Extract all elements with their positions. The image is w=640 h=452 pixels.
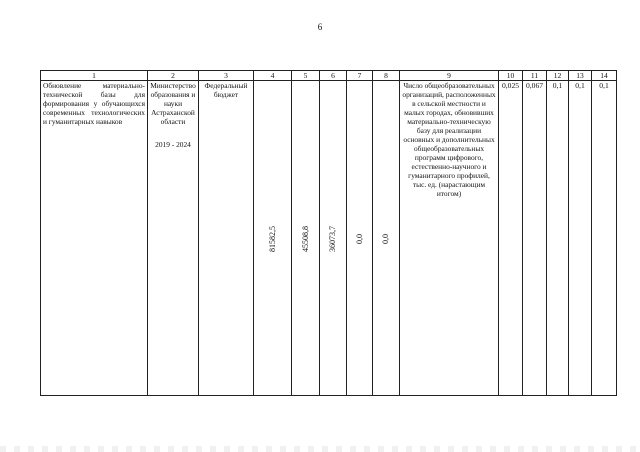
col14-cell: 0,1 xyxy=(592,81,617,396)
activity-name-cell: Обновление материально-технической базы для формирования у обучающихся современных технологических и гуманитарных навыков xyxy=(41,81,148,396)
table-row xyxy=(41,81,617,396)
header-cell-5: 5 xyxy=(292,71,320,81)
scan-artifact xyxy=(0,446,640,452)
header-cell-3: 3 xyxy=(199,71,254,81)
col6-cell xyxy=(320,81,347,396)
col5-cell xyxy=(292,81,320,396)
page-number: 6 xyxy=(317,22,323,32)
col12-cell: 0,1 xyxy=(547,81,569,396)
col6-value: 36073,7 xyxy=(328,226,338,252)
program-table xyxy=(40,70,617,396)
header-cell-2: 2 xyxy=(148,71,199,81)
header-cell-14: 14 xyxy=(592,71,617,81)
col13-cell: 0,1 xyxy=(569,81,592,396)
header-cell-11: 11 xyxy=(523,71,547,81)
col4-cell xyxy=(254,81,292,396)
header-cell-4: 4 xyxy=(254,71,292,81)
col11-cell: 0,067 xyxy=(523,81,547,396)
header-cell-12: 12 xyxy=(547,71,569,81)
col7-cell xyxy=(347,81,373,396)
col10-cell: 0,025 xyxy=(499,81,523,396)
header-cell-9: 9 xyxy=(400,71,499,81)
header-cell-10: 10 xyxy=(499,71,523,81)
col8-value: 0,0 xyxy=(381,234,391,244)
header-cell-1: 1 xyxy=(41,71,148,81)
funding-source-cell: Федеральный бюджет xyxy=(199,81,254,396)
header-row xyxy=(41,71,617,81)
col5-value: 45508,8 xyxy=(300,226,310,252)
header-cell-7: 7 xyxy=(347,71,373,81)
indicator-cell: Число общеобразовательных организаций, расположенных в сельской местности и малых городах, обновивших материально-техническую базу для реализации основных и дополнительных общеобразовательных программ цифрового, естественно-научного и гуманитарного профилей, тыс. ед. (нарастающим итогом) xyxy=(400,81,499,396)
executor-cell xyxy=(148,81,199,396)
header-cell-8: 8 xyxy=(373,71,400,81)
col7-value: 0,0 xyxy=(354,234,364,244)
header-cell-6: 6 xyxy=(320,71,347,81)
col8-cell xyxy=(373,81,400,396)
col4-value: 81582,5 xyxy=(267,226,277,252)
header-cell-13: 13 xyxy=(569,71,592,81)
executor-text: Министерство образования и науки Астраханской области xyxy=(150,81,196,127)
period-text: 2019 - 2024 xyxy=(155,140,191,150)
